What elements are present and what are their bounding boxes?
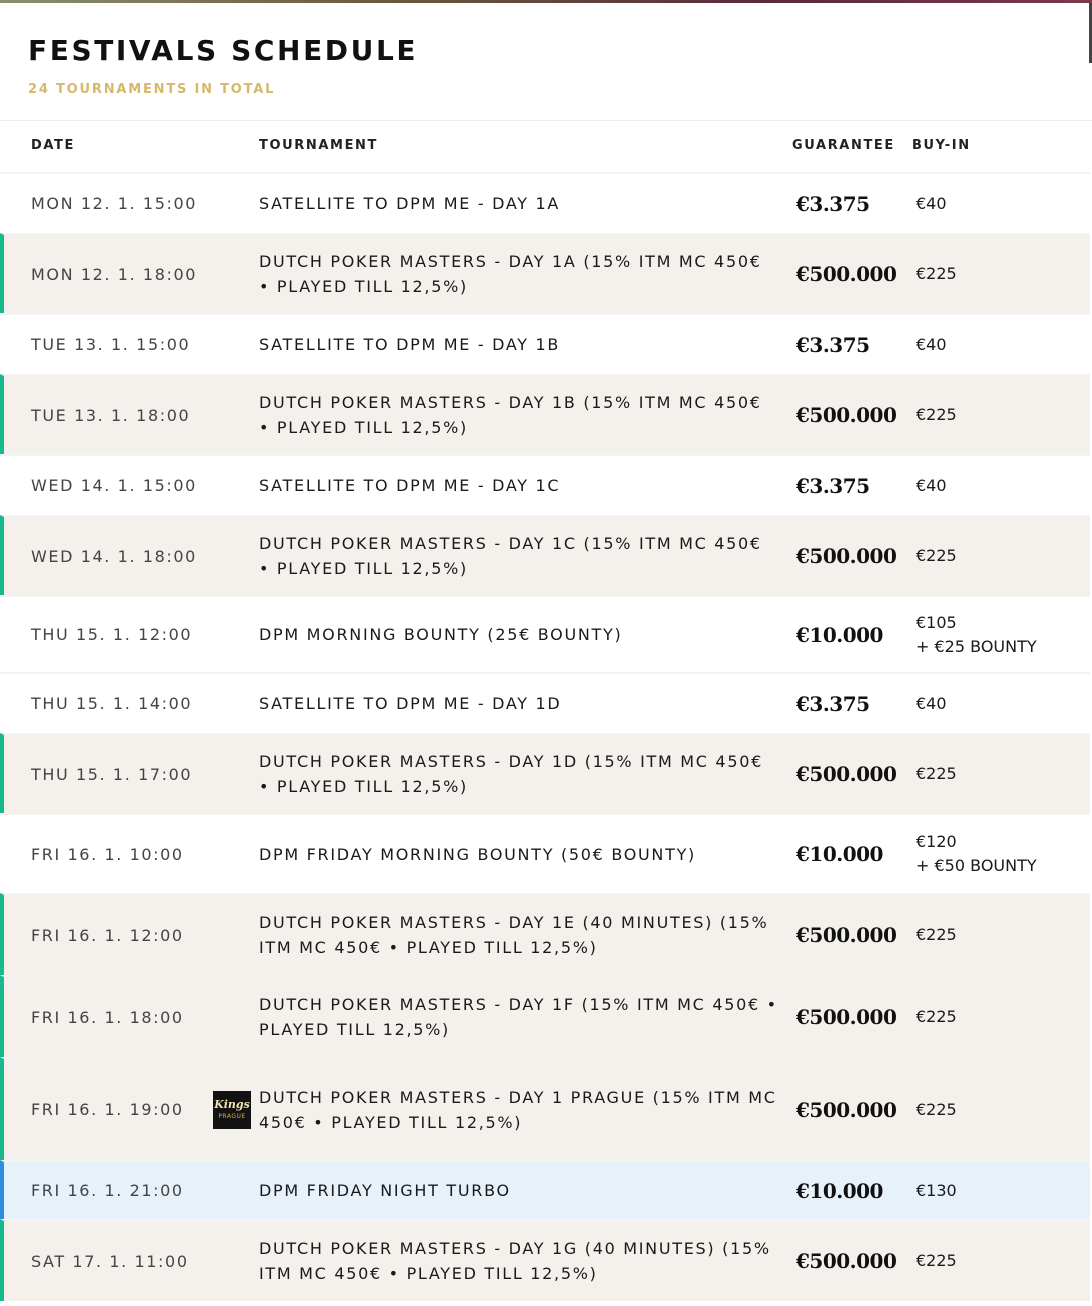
table-row[interactable] [0, 975, 1090, 1057]
row-buyin [916, 611, 1037, 659]
row-buyin [916, 762, 957, 786]
row-guarantee: €500.000 [796, 544, 897, 568]
buyin-amount: €225 [916, 1099, 957, 1119]
buyin-amount: €225 [916, 405, 957, 424]
row-date: TUE 13. 1. 15:00 [31, 335, 191, 354]
row-guarantee: €500.000 [796, 923, 897, 947]
row-guarantee: €3.375 [796, 473, 870, 498]
column-header-date[interactable]: DATE [31, 138, 75, 153]
header-divider [0, 120, 1092, 121]
row-guarantee: €500.000 [796, 762, 897, 786]
row-guarantee: €3.375 [796, 191, 870, 216]
table-row[interactable] [0, 172, 1090, 233]
page-title: FESTIVALS SCHEDULE [28, 34, 419, 67]
kings-prague-logo-icon [213, 1091, 251, 1129]
row-buyin [916, 403, 957, 427]
table-row[interactable] [0, 893, 1090, 975]
row-tournament-name[interactable]: DUTCH POKER MASTERS - DAY 1F (15% ITM MC 450€ • PLAYED TILL 12,5%) [259, 995, 778, 1039]
buyin-amount: €40 [916, 475, 947, 495]
table-row[interactable] [0, 733, 1090, 813]
table-row[interactable] [0, 672, 1090, 733]
row-tournament-name[interactable]: DUTCH POKER MASTERS - DAY 1C (15% ITM MC 450€ • PLAYED TILL 12,5%) [259, 534, 762, 578]
table-row[interactable] [0, 1219, 1090, 1301]
row-guarantee: €10.000 [796, 1178, 883, 1203]
row-buyin [916, 923, 957, 947]
row-buyin [916, 1179, 957, 1203]
row-tournament-name[interactable]: DPM MORNING BOUNTY (25€ BOUNTY) [259, 625, 623, 644]
buyin-amount: €40 [916, 693, 947, 713]
row-buyin [916, 544, 957, 568]
row-buyin [916, 1005, 957, 1029]
row-tournament-name[interactable]: DUTCH POKER MASTERS - DAY 1G (40 MINUTES) (15% ITM MC 450€ • PLAYED TILL 12,5%) [259, 1239, 771, 1283]
row-tournament-name[interactable]: DUTCH POKER MASTERS - DAY 1 PRAGUE (15% ITM MC 450€ • PLAYED TILL 12,5%) [259, 1087, 777, 1132]
row-tournament-name[interactable]: DUTCH POKER MASTERS - DAY 1B (15% ITM MC 450€ • PLAYED TILL 12,5%) [259, 393, 762, 437]
row-date: MON 12. 1. 15:00 [31, 194, 198, 213]
row-guarantee: €500.000 [796, 1097, 897, 1122]
buyin-amount: €40 [916, 334, 947, 354]
row-date: FRI 16. 1. 18:00 [31, 1007, 184, 1027]
table-row[interactable] [0, 454, 1090, 515]
row-date: FRI 16. 1. 21:00 [31, 1181, 184, 1200]
row-date: SAT 17. 1. 11:00 [31, 1251, 189, 1271]
buyin-amount: €225 [916, 764, 957, 783]
row-buyin [916, 333, 947, 357]
row-date: TUE 13. 1. 18:00 [31, 405, 191, 425]
row-buyin [916, 692, 947, 716]
row-date: THU 15. 1. 14:00 [31, 694, 193, 713]
row-date: FRI 16. 1. 10:00 [31, 844, 184, 864]
schedule-table [0, 172, 1090, 1301]
buyin-amount: €120 [916, 832, 957, 851]
row-guarantee: €3.375 [796, 691, 870, 716]
table-row[interactable] [0, 515, 1090, 595]
column-header-tournament[interactable]: TOURNAMENT [259, 138, 378, 153]
row-guarantee: €10.000 [796, 842, 883, 866]
buyin-amount: €225 [916, 1007, 957, 1026]
tournament-count: 24 TOURNAMENTS IN TOTAL [28, 82, 276, 97]
row-tournament-name[interactable]: DUTCH POKER MASTERS - DAY 1E (40 MINUTES) (15% ITM MC 450€ • PLAYED TILL 12,5%) [259, 913, 769, 957]
row-date: FRI 16. 1. 19:00 [31, 1100, 184, 1119]
buyin-amount: €225 [916, 264, 957, 283]
table-row[interactable] [0, 233, 1090, 313]
column-header-guarantee[interactable]: GUARANTEE [792, 138, 895, 153]
table-row[interactable] [0, 595, 1090, 672]
row-guarantee: €10.000 [796, 622, 883, 647]
row-guarantee: €500.000 [796, 403, 897, 427]
table-row[interactable] [0, 313, 1090, 374]
row-tournament-name[interactable]: DPM FRIDAY NIGHT TURBO [259, 1181, 511, 1200]
column-header-buyin[interactable]: BUY-IN [912, 138, 971, 153]
row-tournament-name[interactable]: SATELLITE TO DPM ME - DAY 1C [259, 476, 561, 495]
row-guarantee: €500.000 [796, 262, 897, 286]
table-row[interactable] [0, 1160, 1090, 1219]
row-date: FRI 16. 1. 12:00 [31, 925, 184, 945]
row-tournament-name[interactable]: SATELLITE TO DPM ME - DAY 1D [259, 694, 562, 713]
buyin-amount: €130 [916, 1180, 957, 1200]
logo-subtext: PRAGUE [218, 1113, 246, 1120]
row-date: WED 14. 1. 15:00 [31, 476, 197, 495]
buyin-amount: €40 [916, 193, 947, 213]
row-guarantee: €3.375 [796, 332, 870, 357]
row-guarantee: €500.000 [796, 1005, 897, 1029]
row-date: THU 15. 1. 12:00 [31, 625, 193, 644]
buyin-amount: €225 [916, 546, 957, 565]
row-buyin [916, 474, 947, 498]
row-date: MON 12. 1. 18:00 [31, 264, 198, 284]
row-tournament-name[interactable]: DUTCH POKER MASTERS - DAY 1D (15% ITM MC 450€ • PLAYED TILL 12,5%) [259, 752, 763, 796]
row-buyin [916, 1098, 957, 1122]
page-header [28, 34, 418, 97]
row-tournament-name[interactable]: SATELLITE TO DPM ME - DAY 1A [259, 194, 561, 213]
row-guarantee: €500.000 [796, 1249, 897, 1273]
table-row[interactable] [0, 374, 1090, 454]
table-row[interactable] [0, 1057, 1090, 1160]
top-accent-bar [0, 0, 1092, 3]
row-buyin [916, 830, 1037, 878]
row-tournament-name[interactable]: DUTCH POKER MASTERS - DAY 1A (15% ITM MC 450€ • PLAYED TILL 12,5%) [259, 252, 762, 296]
row-date: WED 14. 1. 18:00 [31, 546, 197, 566]
buyin-amount: €105 [916, 612, 957, 632]
logo-text: Kings [214, 1098, 250, 1111]
row-tournament-name[interactable]: DPM FRIDAY MORNING BOUNTY (50€ BOUNTY) [259, 844, 696, 864]
buyin-bounty: + €50 BOUNTY [916, 856, 1037, 875]
row-date: THU 15. 1. 17:00 [31, 764, 193, 784]
buyin-amount: €225 [916, 925, 957, 944]
row-buyin [916, 1249, 957, 1273]
row-tournament-name[interactable]: SATELLITE TO DPM ME - DAY 1B [259, 335, 561, 354]
row-buyin [916, 192, 947, 216]
buyin-amount: €225 [916, 1251, 957, 1270]
row-buyin [916, 262, 957, 286]
buyin-bounty: + €25 BOUNTY [916, 636, 1037, 656]
table-row[interactable] [0, 813, 1090, 893]
